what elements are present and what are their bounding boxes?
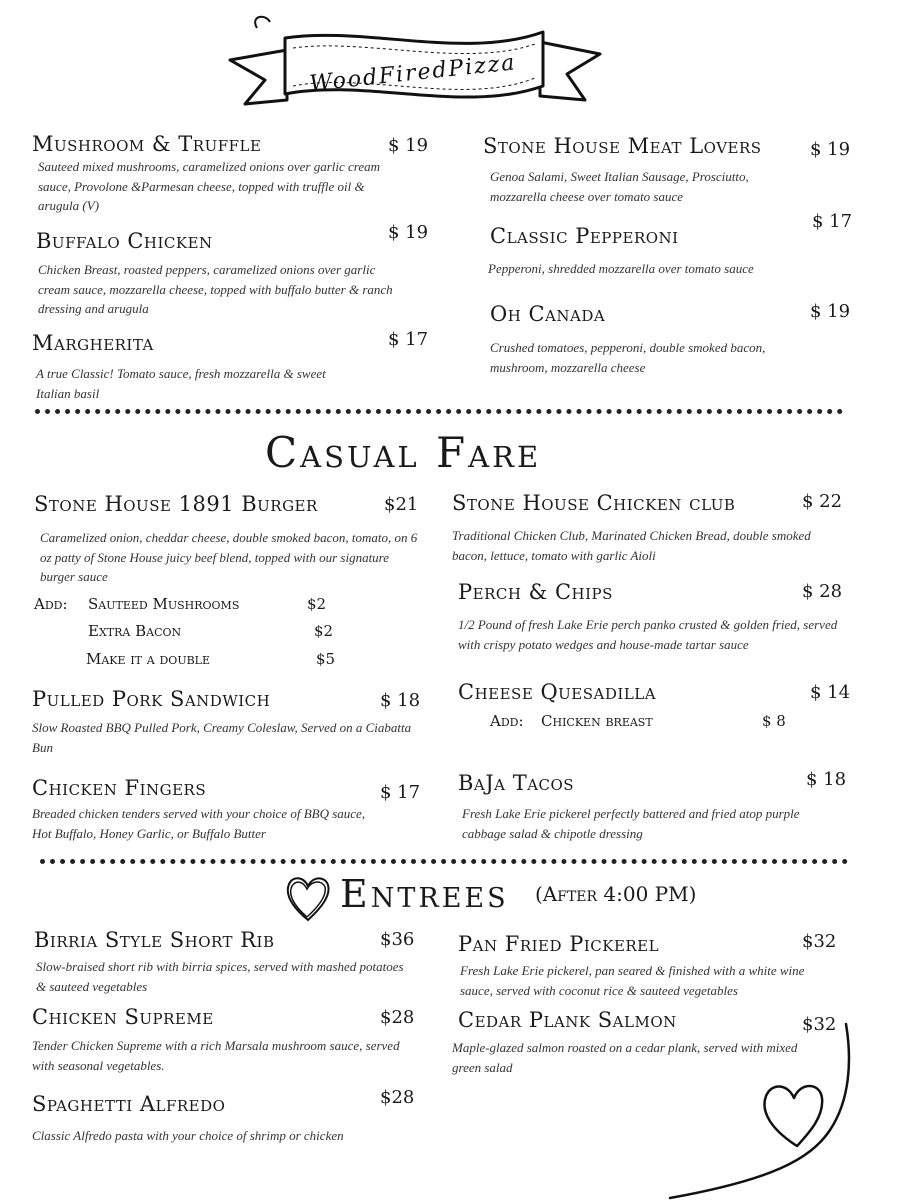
section-title-entrees: Entrees — [340, 872, 509, 916]
item-name: Stone House Meat Lovers — [483, 134, 762, 158]
item-name: Mushroom & Truffle — [32, 132, 262, 156]
item-description: Tender Chicken Supreme with a rich Marsala mushroom sauce, served with seasonal vegetables. — [32, 1038, 400, 1073]
item-price: $ 19 — [810, 139, 851, 160]
item-name: Oh Canada — [490, 302, 606, 326]
item-price: $28 — [380, 1087, 415, 1108]
item-name: Pan Fried Pickerel — [458, 932, 660, 956]
item-price: $ 17 — [388, 329, 429, 350]
item-price: $21 — [384, 494, 419, 515]
addon-price: $5 — [316, 650, 336, 668]
addon-name: Sauteed Mushrooms — [88, 595, 240, 613]
item-description: A true Classic! Tomato sauce, fresh mozzarella & sweet Italian basil — [36, 366, 326, 401]
item-description: Breaded chicken tenders served with your choice of BBQ sauce, Hot Buffalo, Honey Garlic, or Buffalo Butter — [32, 806, 366, 841]
item-description: Chicken Breast, roasted peppers, caramelized onions over garlic cream sauce, mozzarella cheese, topped with buffalo butter & ranch dressing and arugula — [38, 262, 393, 316]
item-price: $ 18 — [806, 769, 847, 790]
item-description: Crushed tomatoes, pepperoni, double smoked bacon, mushroom, mozzarella cheese — [490, 340, 766, 375]
item-price: $ 28 — [802, 581, 843, 602]
item-name: Chicken Supreme — [32, 1005, 214, 1029]
section-title-casual-fare: Casual Fare — [265, 428, 542, 477]
item-price: $ 17 — [380, 782, 421, 803]
item-description: Caramelized onion, cheddar cheese, double smoked bacon, tomato, on 6 oz patty of Stone House juicy beef blend, topped with our signature burger sauce — [40, 530, 418, 584]
item-name: Cheese Quesadilla — [458, 680, 657, 704]
item-price: $32 — [802, 931, 837, 952]
addon-name: Extra Bacon — [88, 622, 182, 640]
addon-label: Add: — [34, 595, 68, 613]
addon-price: $ 8 — [762, 712, 786, 730]
item-description: Sauteed mixed mushrooms, caramelized onions over garlic cream sauce, Provolone &Parmesan cheese, topped with truffle oil & arugula (V) — [38, 159, 381, 213]
heart-doodle-icon — [283, 872, 333, 926]
item-name: Classic Pepperoni — [490, 224, 679, 248]
banner-title: WoodFiredPizza — [308, 50, 518, 97]
item-description: Classic Alfredo pasta with your choice of shrimp or chicken — [32, 1128, 344, 1143]
item-name: Buffalo Chicken — [36, 229, 213, 253]
item-price: $ 19 — [810, 301, 851, 322]
item-name: Cedar Plank Salmon — [458, 1008, 677, 1032]
item-name: Stone House Chicken club — [452, 491, 736, 515]
item-name: Birria Style Short Rib — [34, 928, 275, 952]
addon-price: $2 — [307, 595, 327, 613]
heart-swirl-icon — [660, 1020, 860, 1200]
item-description: Genoa Salami, Sweet Italian Sausage, Prosciutto, mozzarella cheese over tomato sauce — [490, 169, 749, 204]
item-name: Margherita — [32, 331, 154, 355]
item-name: Chicken Fingers — [32, 776, 207, 800]
addon-price: $2 — [314, 622, 334, 640]
item-description: Maple-glazed salmon roasted on a cedar plank, served with mixed green salad — [452, 1040, 798, 1075]
banner — [225, 8, 605, 123]
addon-name: Chicken breast — [541, 712, 653, 730]
item-description: Traditional Chicken Club, Marinated Chicken Bread, double smoked bacon, lettuce, tomato with garlic Aioli — [452, 528, 811, 563]
item-price: $ 22 — [802, 491, 843, 512]
item-description: Fresh Lake Erie pickerel perfectly battered and fried atop purple cabbage salad & chipotle dressing — [462, 806, 800, 841]
item-name: Pulled Pork Sandwich — [32, 687, 271, 711]
item-name: Spaghetti Alfredo — [32, 1092, 226, 1116]
item-description: Slow Roasted BBQ Pulled Pork, Creamy Coleslaw, Served on a Ciabatta Bun — [32, 720, 412, 755]
item-price: $32 — [802, 1014, 837, 1035]
item-price: $ 18 — [380, 690, 421, 711]
section-divider — [40, 859, 848, 864]
section-subtitle: (After 4:00 PM) — [535, 882, 697, 906]
item-description: Pepperoni, shredded mozzarella over tomato sauce — [488, 261, 754, 276]
ribbon-banner-icon — [225, 8, 605, 123]
item-price: $36 — [380, 929, 415, 950]
item-description: Slow-braised short rib with birria spices, served with mashed potatoes & sauteed vegetables — [36, 959, 404, 994]
item-price: $ 14 — [810, 682, 851, 703]
item-name: BaJa Tacos — [458, 771, 575, 795]
addon-name: Make it a double — [86, 650, 211, 668]
item-price: $ 19 — [388, 222, 429, 243]
item-price: $28 — [380, 1007, 415, 1028]
item-name: Perch & Chips — [458, 580, 613, 604]
item-price: $ 19 — [388, 135, 429, 156]
item-description: 1/2 Pound of fresh Lake Erie perch panko crusted & golden fried, served with crispy potato wedges and house-made tartar sauce — [458, 617, 838, 652]
item-price: $ 17 — [812, 211, 853, 232]
item-name: Stone House 1891 Burger — [34, 492, 318, 516]
section-divider — [35, 409, 843, 414]
item-description: Fresh Lake Erie pickerel, pan seared & finished with a white wine sauce, served with coconut rice & sauteed vegetables — [460, 963, 805, 998]
addon-label: Add: — [490, 712, 524, 730]
